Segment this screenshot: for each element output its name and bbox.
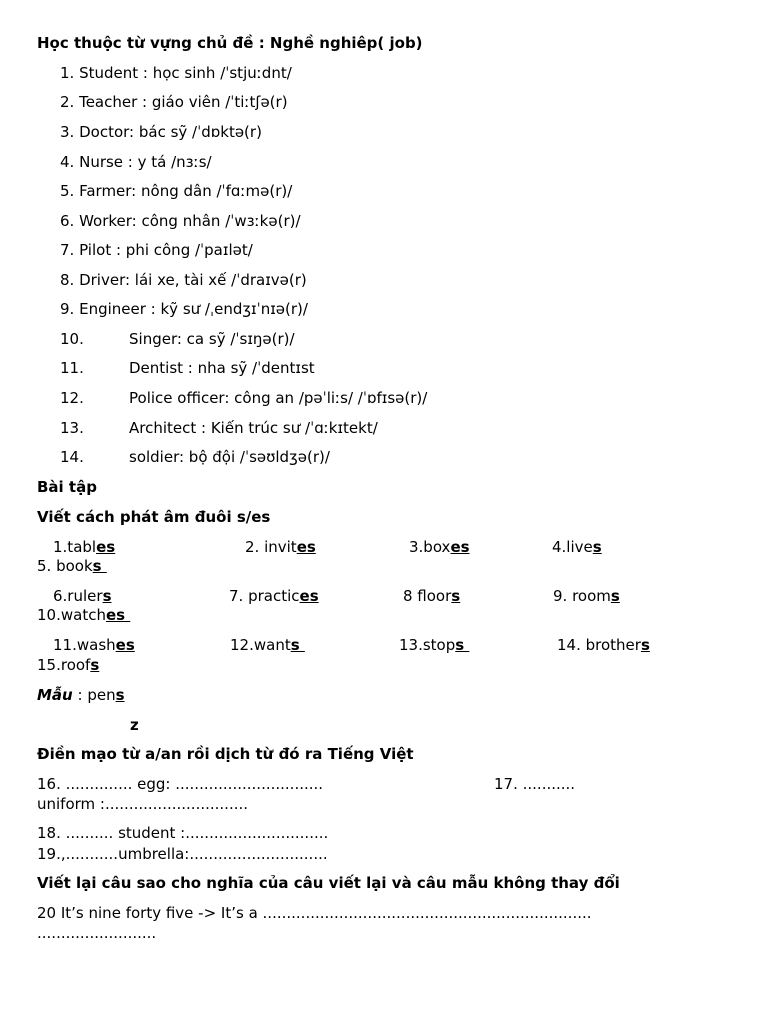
vocab-item: 9. Engineer : kỹ sư /ˌendʒɪˈnɪə(r)/: [60, 300, 308, 318]
vocab-item-number: 14.: [60, 448, 84, 466]
vocab-item-number: 13.: [60, 419, 84, 437]
word-item: 12.wants: [230, 636, 305, 654]
question-17-cont: uniform :..............................: [37, 795, 249, 813]
vocab-item: 2. Teacher : giáo viên /ˈtiːtʃə(r): [60, 93, 288, 111]
word-item: 15.roofs: [37, 656, 100, 674]
question-18: 18. .......... student :..............................: [37, 824, 329, 842]
vocab-item: 6. Worker: công nhân /ˈwɜːkə(r)/: [60, 212, 301, 230]
example-line: Mẫu : pens: [37, 686, 125, 704]
pronunciation-heading: Viết cách phát âm đuôi s/es: [37, 508, 271, 526]
vocab-item: 4. Nurse : y tá /nɜːs/: [60, 153, 212, 171]
word-item: 6.rulers: [53, 587, 112, 605]
word-item: 9. rooms: [553, 587, 620, 605]
example-answer: z: [130, 716, 139, 734]
word-item: 10.watches: [37, 606, 131, 624]
word-item: 5. books: [37, 557, 107, 575]
vocab-item: 8. Driver: lái xe, tài xế /ˈdraɪvə(r): [60, 271, 307, 289]
vocab-item-number: 11.: [60, 359, 84, 377]
vocab-item-text: Dentist : nha sỹ /ˈdentɪst: [129, 359, 315, 377]
word-item: 11.washes: [53, 636, 135, 654]
vocab-item-text: Police officer: công an /pəˈliːs/ /ˈɒfɪsə(r)/: [129, 389, 428, 407]
question-17: 17. ...........: [494, 775, 576, 793]
question-20: 20 It’s nine forty five -> It’s a .....................................................................: [37, 904, 592, 922]
question-19: 19.,...........umbrella:.............................: [37, 845, 328, 863]
page-title: Học thuộc từ vựng chủ đề : Nghề nghiêp( job): [37, 34, 423, 52]
word-item: 8 floors: [403, 587, 461, 605]
question-20-cont: .........................: [37, 924, 157, 942]
word-item: 1.tables: [53, 538, 116, 556]
question-16: 16. .............. egg: ...............................: [37, 775, 324, 793]
vocab-item-text: Singer: ca sỹ /ˈsɪŋə(r)/: [129, 330, 295, 348]
vocab-item-text: soldier: bộ đội /ˈsəʊldʒə(r)/: [129, 448, 330, 466]
word-item: 3.boxes: [409, 538, 470, 556]
vocab-item: 5. Farmer: nông dân /ˈfɑːmə(r)/: [60, 182, 293, 200]
rewrite-heading: Viết lại câu sao cho nghĩa của câu viết lại và câu mẫu không thay đổi: [37, 874, 620, 892]
word-item: 4.lives: [552, 538, 602, 556]
exercise-heading: Bài tập: [37, 478, 97, 496]
word-item: 13.stops: [399, 636, 470, 654]
vocab-item: 1. Student : học sinh /ˈstjuːdnt/: [60, 64, 292, 82]
vocab-item-number: 12.: [60, 389, 84, 407]
word-item: 7. practices: [229, 587, 319, 605]
word-item: 14. brothers: [557, 636, 650, 654]
vocab-item-number: 10.: [60, 330, 84, 348]
vocab-item-text: Architect : Kiến trúc sư /ˈɑːkɪtekt/: [129, 419, 378, 437]
vocab-item: 3. Doctor: bác sỹ /ˈdɒktə(r): [60, 123, 262, 141]
word-item: 2. invites: [245, 538, 316, 556]
vocab-item: 7. Pilot : phi công /ˈpaɪlət/: [60, 241, 253, 259]
articles-heading: Điền mạo từ a/an rồi dịch từ đó ra Tiếng Việt: [37, 745, 414, 763]
